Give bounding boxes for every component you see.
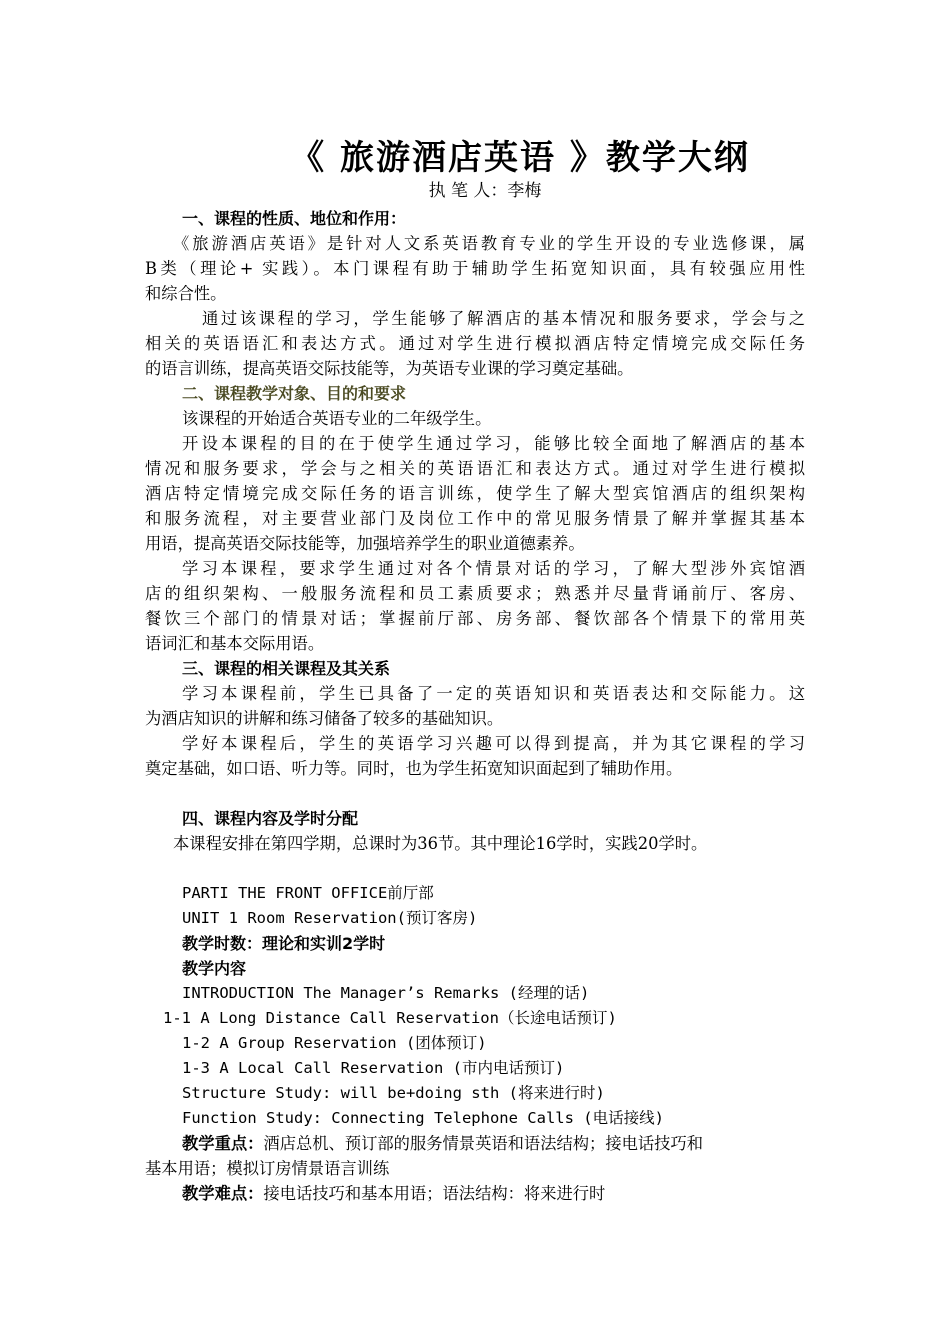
section-3-heading: 三、课程的相关课程及其关系 <box>182 659 391 678</box>
teaching-difficulty-label: 教学难点： <box>182 1184 264 1203</box>
page-title: 《 旅游酒店英语 》教学大纲 <box>290 138 750 178</box>
author-line: 执 笔 人：李梅 <box>428 181 542 201</box>
paragraph-line: 学好本课程后，学生的英语学习兴趣可以得到提高，并为其它课程的学习 <box>182 734 805 753</box>
paragraph-line: 通过该课程的学习，学生能够了解酒店的基本情况和服务要求，学会与之 <box>202 309 805 328</box>
paragraph-line: 和服务流程，对主要营业部门及岗位工作中的常见服务情景了解并掌握其基本 <box>145 509 805 528</box>
paragraph-line: 学习本课程，要求学生通过对各个情景对话的学习，了解大型涉外宾馆酒 <box>182 559 805 578</box>
paragraph-line: 本课程安排在第四学期，总课时为36节。其中理论16学时，实践20学时。 <box>173 834 708 853</box>
teaching-difficulty-text: 接电话技巧和基本用语；语法结构：将来进行时 <box>263 1184 606 1203</box>
teaching-difficulty <box>182 1181 605 1206</box>
paragraph-line: 开设本课程的目的在于使学生通过学习，能够比较全面地了解酒店的基本 <box>182 434 805 453</box>
paragraph-line: 酒店特定情境完成交际任务的语言训练，使学生了解大型宾馆酒店的组织架构 <box>145 484 805 503</box>
content-item: 1-1 A Long Distance Call Reservation（长途电话预订) <box>163 1009 617 1027</box>
teaching-content-label: 教学内容 <box>182 959 247 978</box>
paragraph-line: 为酒店知识的讲解和练习储备了较多的基础知识。 <box>145 709 504 728</box>
section-2-heading: 二、课程教学对象、目的和要求 <box>182 384 407 403</box>
paragraph-line: 相关的英语语汇和表达方式。通过对学生进行模拟酒店特定情境完成交际任务 <box>145 334 805 353</box>
content-item: 1-3 A Local Call Reservation (市内电话预订) <box>182 1059 565 1077</box>
content-item: INTRODUCTION The Manager’s Remarks (经理的话) <box>182 984 590 1002</box>
paragraph-line: 学习本课程前，学生已具备了一定的英语知识和英语表达和交际能力。这 <box>182 684 805 703</box>
unit-heading: UNIT 1 Room Reservation(预订客房) <box>182 909 478 927</box>
teaching-focus-text: 酒店总机、预订部的服务情景英语和语法结构；接电话技巧和 <box>263 1134 704 1153</box>
part-heading: PARTI THE FRONT OFFICE前厅部 <box>182 884 434 902</box>
paragraph-line: 语词汇和基本交际用语。 <box>145 634 325 653</box>
teaching-focus <box>182 1131 703 1156</box>
section-4-heading: 四、课程内容及学时分配 <box>182 809 359 828</box>
paragraph-line: 用语，提高英语交际技能等，加强培养学生的职业道德素养。 <box>145 534 585 553</box>
paragraph-line: 奠定基础，如口语、听力等。同时，也为学生拓宽知识面起到了辅助作用。 <box>145 759 683 778</box>
teaching-hours: 教学时数：理论和实训2学时 <box>182 934 386 953</box>
teaching-focus-label: 教学重点： <box>182 1134 264 1153</box>
paragraph-line: 店的组织架构、一般服务流程和员工素质要求；熟悉并尽量背诵前厅、客房、 <box>145 584 805 603</box>
paragraph-line: 情况和服务要求，学会与之相关的英语语汇和表达方式。通过对学生进行模拟 <box>145 459 805 478</box>
content-item: 1-2 A Group Reservation (团体预订) <box>182 1034 487 1052</box>
paragraph-line: 餐饮三个部门的情景对话；掌握前厅部、房务部、餐饮部各个情景下的常用英 <box>145 609 805 628</box>
paragraph-line: B类（理论+ 实践）。本门课程有助于辅助学生拓宽知识面，具有较强应用性 <box>145 259 805 278</box>
paragraph-line: 的语言训练，提高英语交际技能等，为英语专业课的学习奠定基础。 <box>145 359 634 378</box>
paragraph-line: 《旅游酒店英语》是针对人文系英语教育专业的学生开设的专业选修课，属 <box>173 234 805 253</box>
paragraph-line: 和综合性。 <box>145 284 227 303</box>
paragraph-line: 该课程的开始适合英语专业的二年级学生。 <box>182 409 492 428</box>
paragraph-line: 基本用语；模拟订房情景语言训练 <box>145 1159 390 1178</box>
content-item: Function Study: Connecting Telephone Calls (电话接线) <box>182 1109 664 1127</box>
content-item: Structure Study: will be+doing sth (将来进行时) <box>182 1084 605 1102</box>
section-1-heading: 一、课程的性质、地位和作用： <box>182 209 407 228</box>
